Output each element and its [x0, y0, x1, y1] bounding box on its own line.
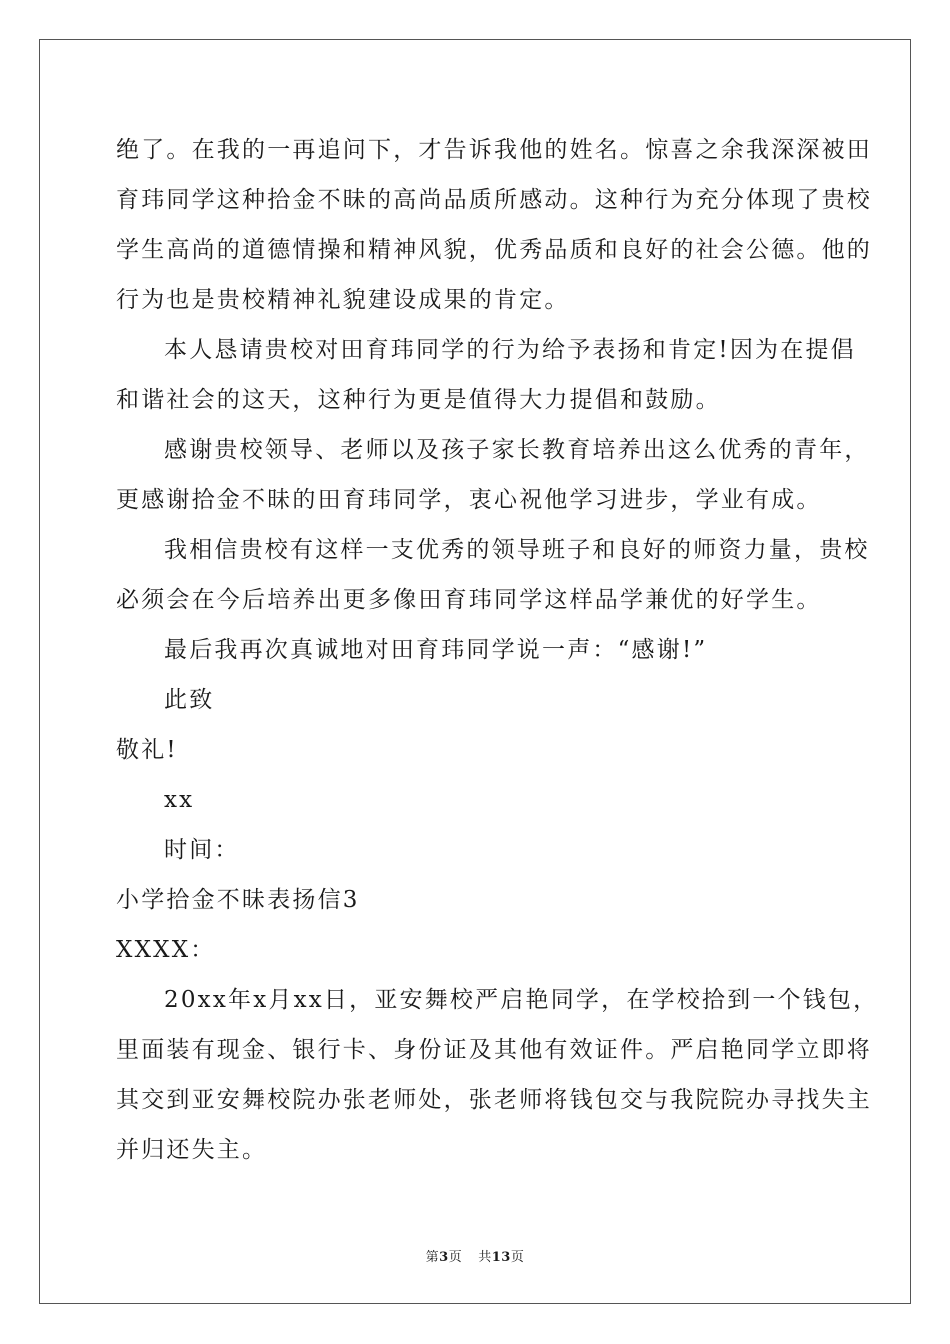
paragraph-request: 本人恳请贵校对田育玮同学的行为给予表扬和肯定!因为在提倡 和谐社会的这天，这种行为更是值得大力提倡和鼓励。: [116, 337, 856, 413]
paragraph-belief: 我相信贵校有这样一支优秀的领导班子和良好的师资力量，贵校 必须会在今后培养出更多像田育玮同学这样品学兼优的好学生。: [116, 537, 870, 613]
closing-line: 此致: [164, 687, 215, 713]
paragraph-praise: 绝了。在我的一再追问下，才告诉我他的姓名。惊喜之余我深深被田 育玮同学这种拾金不昧的高尚品质所感动。这种行为充分体现了贵校 学生高尚的道德情操和精神风貌，优秀品质和良好的社会公德。他的 行为也是贵校精神礼貌建设成果的肯定。: [116, 137, 872, 313]
section-title: 小学拾金不昧表扬信3: [116, 887, 360, 913]
signature-line: xx: [164, 787, 195, 813]
total-pages-indicator: 共13页: [478, 1250, 525, 1265]
paragraph-incident: 20xx年x月xx日，亚安舞校严启艳同学，在学校拾到一个钱包， 里面装有现金、银行卡、身份证及其他有效证件。严启艳同学立即将 其交到亚安舞校院办张老师处，张老师将钱包交与我院院办寻找失主 并归还失主。: [116, 987, 879, 1163]
paragraph-final-thanks: 最后我再次真诚地对田育玮同学说一声：“感谢!”: [164, 637, 708, 663]
paragraph-thanks: 感谢贵校领导、老师以及孩子家长教育培养出这么优秀的青年， 更感谢拾金不昧的田育玮同学，衷心祝他学习进步，学业有成。: [116, 437, 870, 513]
page-footer: [0, 1246, 950, 1265]
date-line: 时间：: [164, 837, 240, 863]
document-body: [116, 125, 879, 1175]
salute-line: 敬礼!: [116, 737, 178, 763]
page-indicator: 第3页: [425, 1250, 463, 1265]
greeting-line: XXXX：: [116, 937, 216, 963]
